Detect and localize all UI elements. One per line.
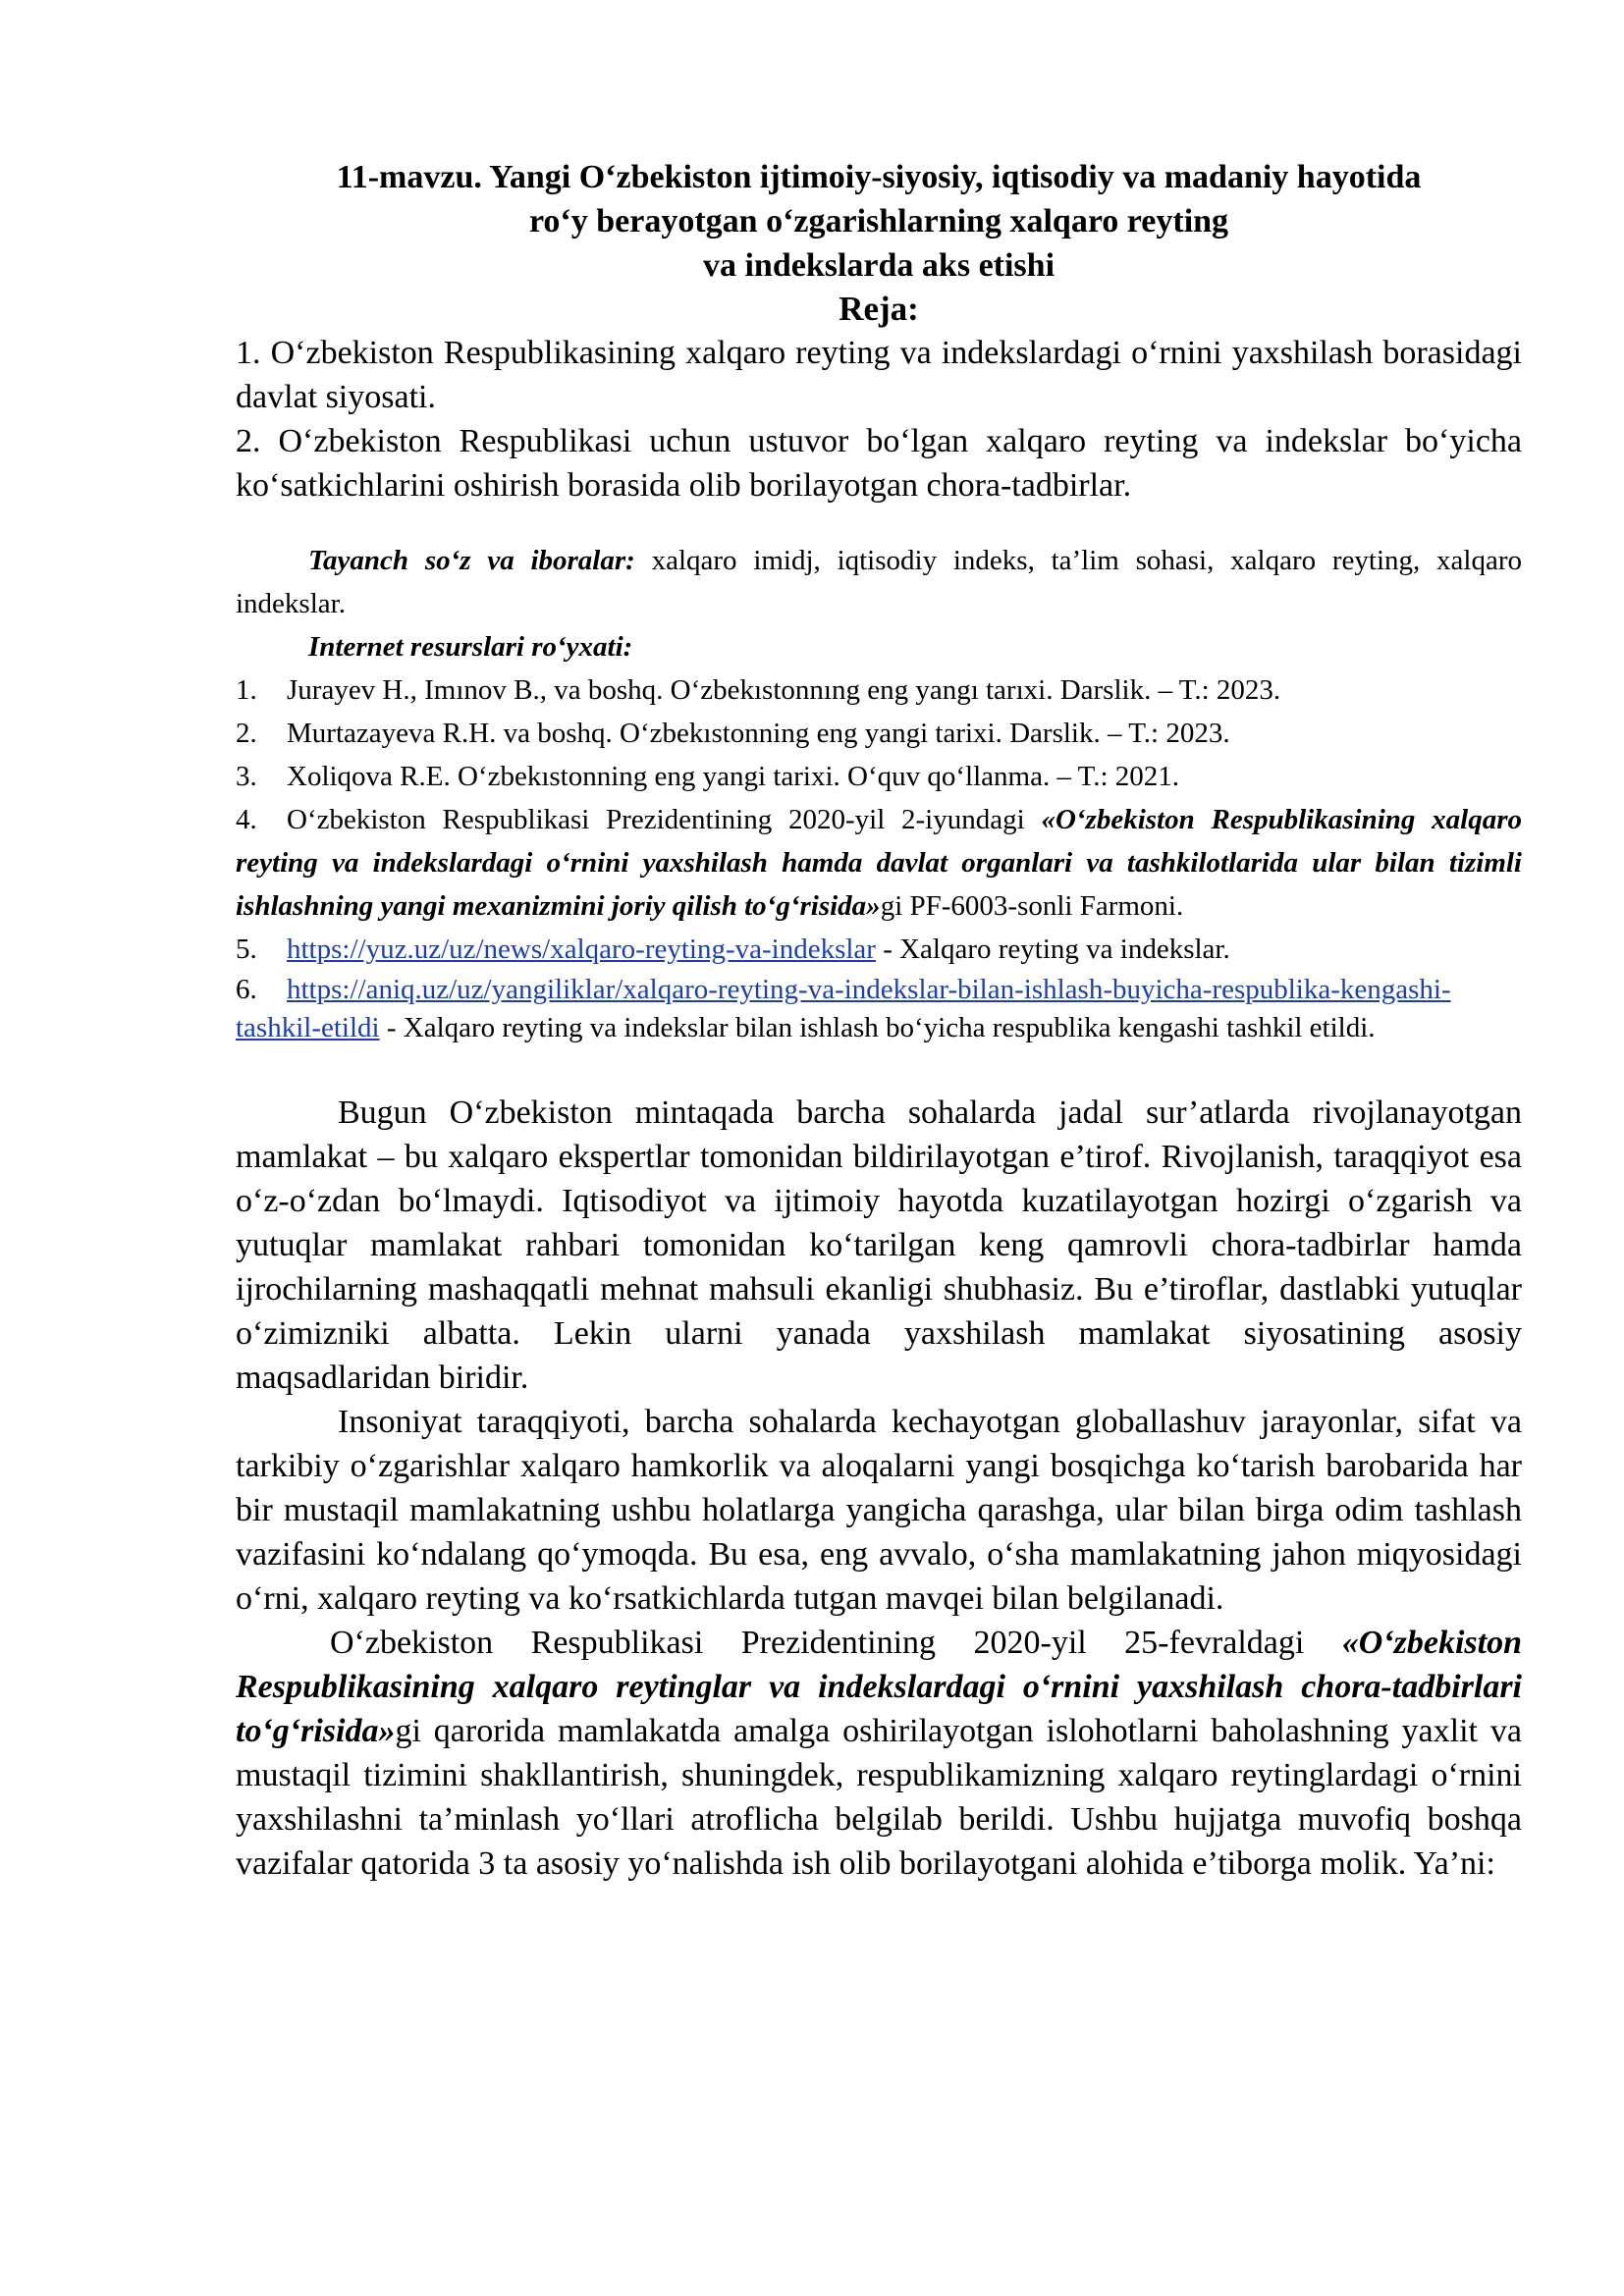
list-item [236,971,1522,1047]
list-item-text: - Xalqaro reyting va indekslar. [875,934,1230,965]
list-item-text-end: gi PF-6003-sonli Farmoni. [880,890,1184,922]
resolution-title: «O‘zbekiston Respublikasining xalqaro reytinglar va indekslardagi o‘rnini yaxshilash chora-tadbirlari to‘g‘risida» [236,1625,1522,1749]
keywords-text: xalqaro imidj, iqtisodiy indeks, ta’lim sohasi, xalqaro reyting, xalqaro indekslar. [236,545,1522,619]
resources-list [236,668,1522,1047]
list-item-text: Xoliqova R.E. O‘zbekıstonning eng yangi tarixi. O‘quv qo‘llanma. – T.: 2021. [287,761,1180,792]
plan-heading: Reja: [839,290,919,328]
plan-item-1: 1. O‘zbekiston Respublikasining xalqaro reyting va indekslardagi o‘rnini yaxshilash borasidagi davlat siyosati. [236,335,1522,415]
title-line-1: 11-mavzu. Yangi O‘zbekiston ijtimoiy-siyosiy, iqtisodiy va madaniy hayotida [336,159,1422,195]
list-item-number: 4. [236,804,257,835]
list-item-text: Jurayev H., Imınov B., va boshq. O‘zbekıstonnıng eng yangı tarıxi. Darslik. – T.: 2023. [287,674,1281,706]
page-title [236,155,1522,288]
keywords-paragraph [236,539,1522,625]
resource-link-aniq[interactable]: https://aniq.uz/uz/yangiliklar/xalqaro-reyting-va-indekslar-bilan-ishlash-buyicha-respublika-kengashi-tashkil-etildi [236,974,1451,1043]
plan-item-2: 2. O‘zbekiston Respublikasi uchun ustuvor bo‘lgan xalqaro reyting va indekslar bo‘yicha ko‘satkichlarini oshirish borasida olib borilayotgan chora-tadbirlar. [236,423,1522,504]
paragraph-3-start: O‘zbekiston Respublikasi Prezidentining 2020-yil 25-fevraldagi [330,1625,1342,1661]
title-line-3: va indekslarda aks etishi [702,247,1056,284]
list-item [236,755,1522,798]
document-page [236,155,1522,1886]
paragraph-1: Bugun O‘zbekiston mintaqada barcha sohalarda jadal sur’atlarda rivojlanayotgan mamlakat – bu xalqaro ekspertlar tomonidan bildirilayotgan e’tirof. Rivojlanish, taraqqiyot esa o‘z-o‘zdan bo‘lmaydi. Iqtisodiyot va ijtimoiy hayotda kuzatilayotgan hozirgi o‘zgarish va yutuqlar mamlakat rahbari tomonidan ko‘tarilgan keng qamrovli chora-tadbirlar hamda ijrochilarning mashaqqatli mehnat mahsuli ekanligi shubhasiz. Bu e’tiroflar, dastlabki yutuqlar o‘zimizniki albatta. Lekin ularni yanada yaxshilash mamlakat siyosatining asosiy maqsadlaridan biridir. [236,1095,1522,1396]
list-item [236,928,1522,971]
paragraph-2: Insoniyat taraqqiyoti, barcha sohalarda kechayotgan globallashuv jarayonlar, sifat va tarkibiy o‘zgarishlar xalqaro hamkorlik va aloqalarni yangi bosqichga ko‘tarish barobarida har bir mustaqil mamlakatning ushbu holatlarga yangicha qarashga, ular bilan birga odim tashlash vazifasini ko‘ndalang qo‘ymoqda. Bu esa, eng avvalo, o‘sha mamlakatning jahon miqyosidagi o‘rni, xalqaro reyting va ko‘rsatkichlarda tutgan mavqei bilan belgilanadi. [236,1404,1522,1617]
list-item-number: 3. [236,761,257,792]
list-item-text: O‘zbekiston Respublikasi Prezidentining 2020-yil 2-iyundagi [287,804,1042,835]
list-item-text: - Xalqaro reyting va indekslar bilan ishlash bo‘yicha respublika kengashi tashkil etildi. [379,1012,1376,1043]
decree-title: «O‘zbekiston Respublikasining xalqaro reyting va indekslardagi o‘rnini yaxshilash hamda davlat organlari va tashkilotlarida ular bilan tizimli ishlashning yangi mexanizmini joriy qilish to‘g‘risida» [236,804,1522,922]
list-item-number: 6. [236,974,257,1005]
list-item-number: 1. [236,674,257,706]
paragraph-3-rest: gi qarorida mamlakatda amalga oshirilayotgan islohotlarni baholashning yaxlit va mustaqil tizimini shakllantirish, shuningdek, respublikamizning xalqaro reytinglardagi o‘rnini yaxshilashni ta’minlash yo‘llari atroflicha belgilab berildi. Ushbu hujjatga muvofiq boshqa vazifalar qatorida 3 ta asosiy yo‘nalishda ish olib borilayotgani alohida e’tiborga molik. Ya’ni: [236,1713,1522,1882]
body-text [236,1091,1522,1886]
list-item [236,668,1522,712]
list-item-text: Murtazayeva R.H. va boshq. O‘zbekıstonning eng yangi tarixi. Darslik. – T.: 2023. [287,718,1230,749]
resources-heading: Internet resurslari ro‘yxati: [308,631,633,663]
keywords-label: Tayanch so‘z va iboralar: [308,545,635,576]
list-item [236,798,1522,928]
list-item-number: 5. [236,934,257,965]
list-item-number: 2. [236,718,257,749]
title-line-2: ro‘y berayotgan o‘zgarishlarning xalqaro reyting [528,203,1229,240]
paragraph-3 [236,1621,1522,1886]
resource-link-yuz[interactable]: https://yuz.uz/uz/news/xalqaro-reyting-va-indekslar [287,934,876,965]
list-item [236,712,1522,755]
